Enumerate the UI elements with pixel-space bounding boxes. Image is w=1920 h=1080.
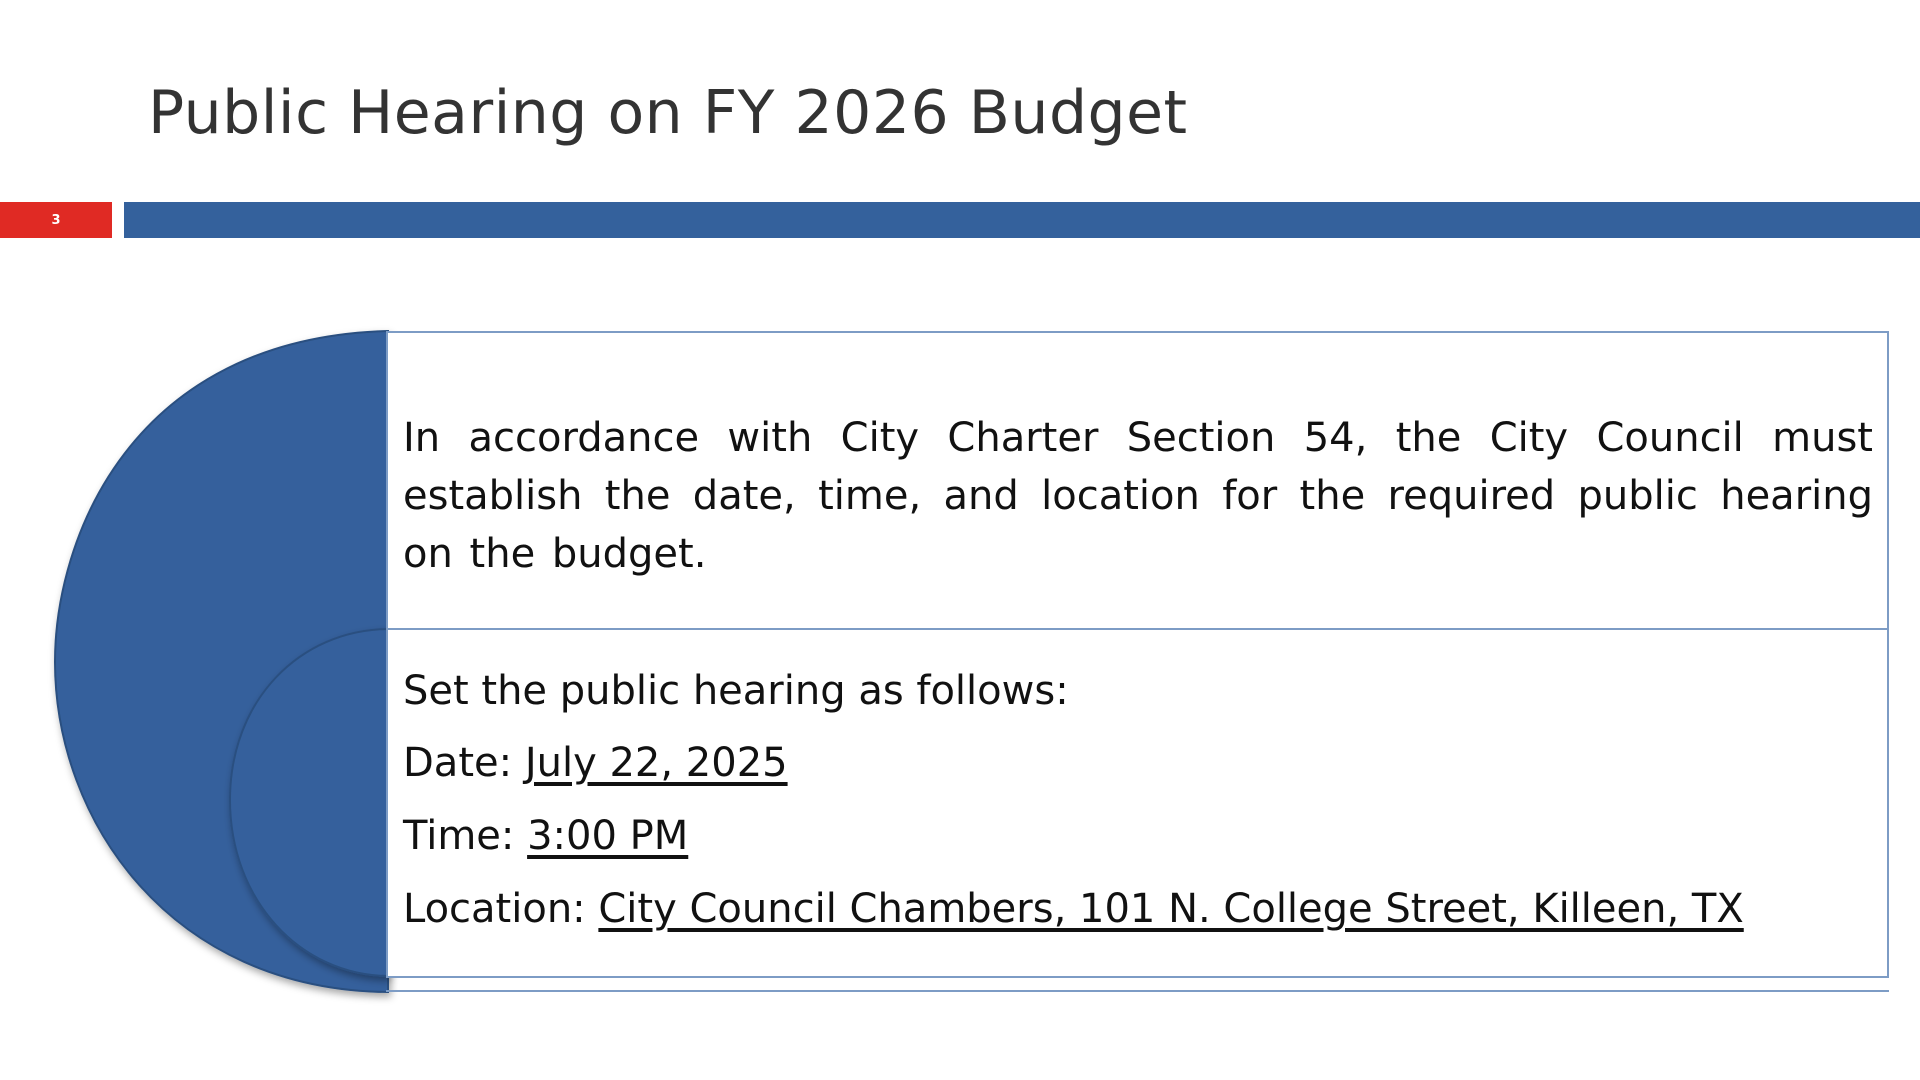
charter-requirement-text: In accordance with City Charter Section 54, the City Council must establish the date, time, and location for the required public hearing on the budget. (403, 415, 1873, 577)
hearing-details-panel (386, 628, 1889, 978)
hearing-location-row (403, 886, 1744, 932)
slide-number: 3 (51, 212, 61, 228)
hearing-time-row (403, 813, 688, 859)
date-value: July 22, 2025 (524, 740, 788, 786)
hearing-intro (403, 668, 1069, 714)
time-value: 3:00 PM (527, 813, 689, 859)
slide-title: Public Hearing on FY 2026 Budget (148, 78, 1188, 148)
location-value: City Council Chambers, 101 N. College Street, Killeen, TX (598, 886, 1744, 932)
hearing-intro-text: Set the public hearing as follows: (403, 668, 1069, 714)
charter-requirement-panel (386, 331, 1889, 630)
hearing-date-row (403, 740, 788, 786)
time-label: Time: (403, 813, 515, 859)
location-label: Location: (403, 886, 586, 932)
date-label: Date: (403, 740, 513, 786)
panel-bottom-rule (386, 990, 1889, 992)
